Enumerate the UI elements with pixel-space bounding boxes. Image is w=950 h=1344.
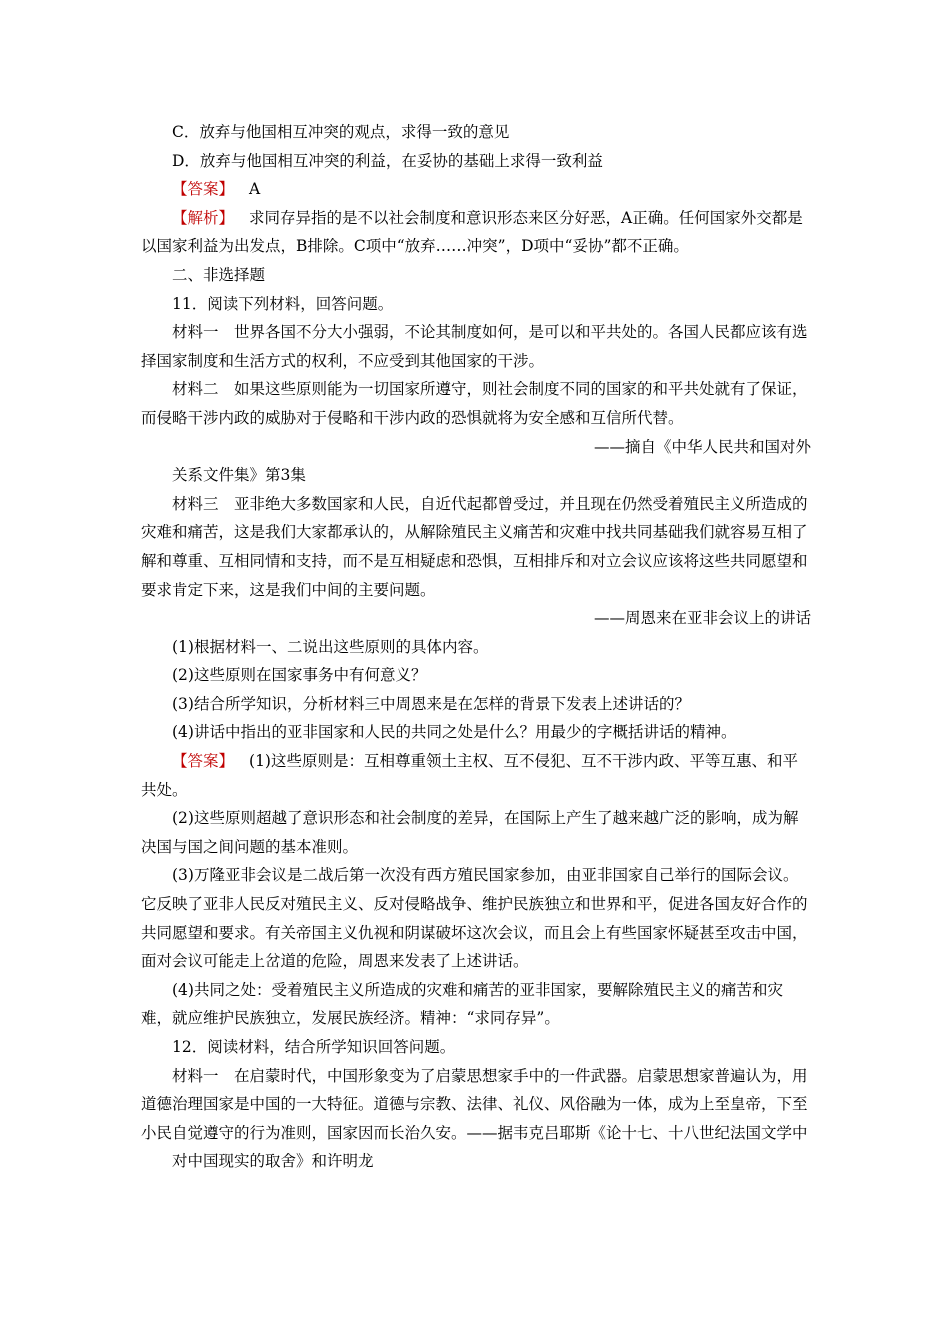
q11-answer-2: (2)这些原则超越了意识形态和社会制度的差异，在国际上产生了越来越广泛的影响，成为解决国与国之间问题的基本准则。 (141, 809, 799, 856)
q11-question-2: (2)这些原则在国家事务中有何意义？ (172, 666, 427, 685)
option-c: C．放弃与他国相互冲突的观点，求得一致的意见 (172, 123, 510, 141)
q11-stem: 11．阅读下列材料，回答问题。 (172, 294, 394, 313)
q11-material-2-source-cont: 关系文件集》第3集 (172, 466, 306, 485)
q10-analysis (141, 204, 811, 261)
q11-question-1: (1)根据材料一、二说出这些原则的具体内容。 (172, 637, 489, 656)
q11-answer-3: (3)万隆亚非会议是二战后第一次没有西方殖民国家参加，由亚非国家自己举行的国际会议。它反映了亚非人民反对殖民主义、反对侵略战争、维护民族独立和世界和平，促进各国友好合作的共同愿望和要求。有关帝国主义仇视和阴谋破坏这次会议，而且会上有些国家怀疑甚至攻击中国，面对会议可能走上岔道的危险，周恩来发表了上述讲话。 (141, 866, 808, 971)
q12-material-1-cont: 对中国现实的取舍》和许明龙 (172, 1152, 374, 1171)
answer-text: (1)这些原则是：互相尊重领土主权、互不侵犯、互不干涉内政、平等互惠、和平共处。 (141, 752, 798, 799)
q11-question-3: (3)结合所学知识，分析材料三中周恩来是在怎样的背景下发表上述讲话的？ (172, 694, 690, 713)
answer-tag: 【答案】 (172, 180, 235, 199)
section-heading: 二、非选择题 (172, 265, 266, 284)
q11-answer-1 (141, 747, 811, 804)
q11-material-2-source: ——摘自《中华人民共和国对外 (593, 437, 811, 456)
option-d: D．放弃与他国相互冲突的利益，在妥协的基础上求得一致利益 (172, 151, 603, 170)
q10-answer (141, 175, 811, 204)
page-content (141, 118, 811, 1176)
analysis-text: 求同存异指的是不以社会制度和意识形态来区分好恶，A正确。任何国家外交都是以国家利益为出发点，B排除。C项中“放弃……冲突”，D项中“妥协”都不正确。 (141, 208, 803, 256)
q12-material-1: 材料一 在启蒙时代，中国形象变为了启蒙思想家手中的一件武器。启蒙思想家普遍认为，用道德治理国家是中国的一大特征。道德与宗教、法律、礼仪、风俗融为一体，成为上至皇帝，下至小民自觉遵守的行为准则，国家因而长治久安。——据韦克吕耶斯《论十七、十八世纪法国文学中 (141, 1066, 808, 1142)
q12-stem: 12．阅读材料，结合所学知识回答问题。 (172, 1038, 456, 1056)
q11-material-3: 材料三 亚非绝大多数国家和人民，自近代起都曾受过，并且现在仍然受着殖民主义所造成的灾难和痛苦，这是我们大家都承认的，从解除殖民主义痛苦和灾难中找共同基础我们就容易互相了解和尊重、互相同情和支持，而不是互相疑虑和恐惧，互相排斥和对立会议应该将这些共同愿望和要求肯定下来，这是我们中间的主要问题。 (141, 494, 808, 599)
answer-tag: 【答案】 (172, 752, 235, 771)
q11-answer-4: (4)共同之处：受着殖民主义所造成的灾难和痛苦的亚非国家，要解除殖民主义的痛苦和灾难，就应维护民族独立，发展民族经济。精神：“求同存异”。 (141, 980, 783, 1028)
q11-material-1: 材料一 世界各国不分大小强弱，不论其制度如何，是可以和平共处的。各国人民都应该有选择国家制度和生活方式的权利，不应受到其他国家的干涉。 (141, 323, 808, 370)
q11-question-4: (4)讲话中指出的亚非国家和人民的共同之处是什么？用最少的字概括讲话的精神。 (172, 723, 737, 742)
answer-value: A (249, 180, 261, 199)
q11-material-3-source: ——周恩来在亚非会议上的讲话 (593, 609, 811, 628)
q11-material-2: 材料二 如果这些原则能为一切国家所遵守，则社会制度不同的国家的和平共处就有了保证，而侵略干涉内政的威胁对于侵略和干涉内政的恐惧就将为安全感和互信所代替。 (141, 380, 808, 427)
analysis-tag: 【解析】 (172, 208, 235, 227)
